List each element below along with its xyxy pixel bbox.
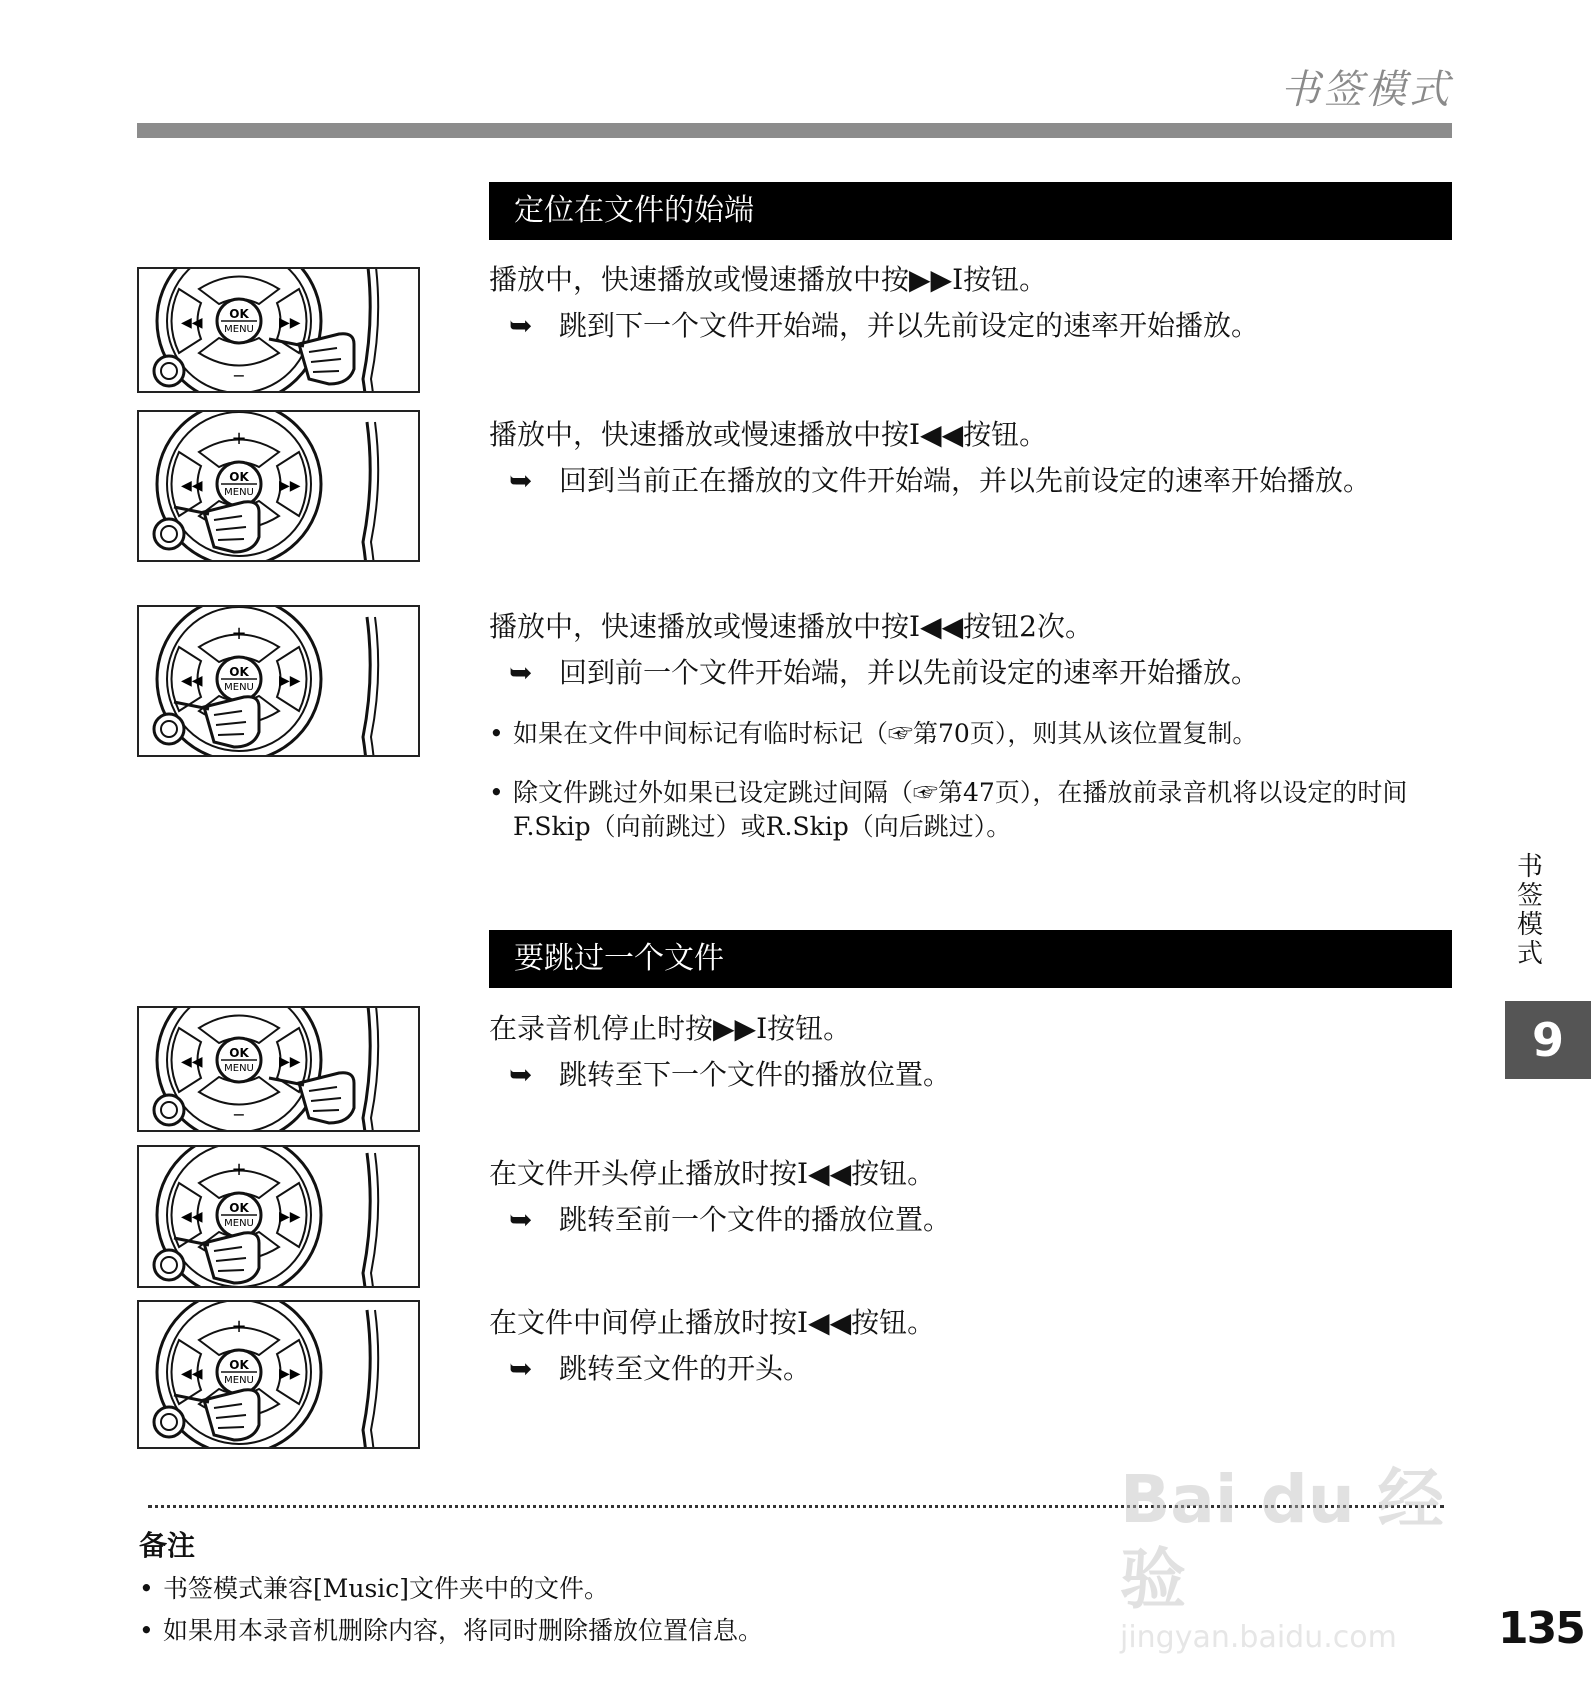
section-heading-skip-file: 要跳过一个文件 — [489, 930, 1452, 988]
device-illustration-prev — [137, 410, 420, 562]
minus-label: − — [232, 366, 246, 385]
step-3-instruction: 播放中，快速播放或慢速播放中按I◀◀按钮2次。 — [489, 610, 1093, 643]
skip-step-3-result: ➥ 跳转至文件的开头。 — [509, 1347, 1452, 1391]
menu-label: MENU — [224, 1063, 254, 1074]
result-arrow-icon: ➥ — [509, 464, 533, 497]
skip-step-2-result: ➥ 跳转至前一个文件的播放位置。 — [509, 1198, 1452, 1242]
plus-label: + — [231, 1159, 247, 1180]
chapter-number-tab: 9 — [1505, 1001, 1591, 1079]
step-2-result: ➥ 回到当前正在播放的文件开始端，并以先前设定的速率开始播放。 — [509, 459, 1452, 503]
device-illustration-skip-start — [137, 1300, 420, 1449]
result-arrow-icon: ➥ — [509, 656, 533, 689]
bullet-skip-space: • 除文件跳过外如果已设定跳过间隔（☞第47页），在播放前录音机将以设定的时间F.Skip（向前跳过）或R.Skip（向后跳过）。 — [489, 778, 1408, 841]
menu-label: MENU — [224, 324, 254, 335]
step-2-instruction: 播放中，快速播放或慢速播放中按I◀◀按钮。 — [489, 418, 1048, 451]
ok-label: OK — [229, 307, 249, 321]
step-3-result: ➥ 回到前一个文件开始端，并以先前设定的速率开始播放。 — [509, 651, 1452, 695]
ok-label: OK — [229, 470, 249, 484]
ok-label: OK — [229, 1046, 249, 1060]
minus-label: − — [232, 1105, 246, 1124]
result-arrow-icon: ➥ — [509, 1203, 533, 1236]
ok-label: OK — [229, 665, 249, 679]
menu-label: MENU — [224, 1218, 254, 1229]
plus-label: + — [231, 1316, 247, 1337]
plus-label: + — [231, 623, 247, 644]
result-arrow-icon: ➥ — [509, 1352, 533, 1385]
device-illustration-skip-prev — [137, 1145, 420, 1288]
device-illustration-skip-next — [137, 1006, 420, 1132]
note-heading: 备注 — [139, 1529, 196, 1562]
section-heading-locate-start: 定位在文件的始端 — [489, 182, 1452, 240]
header-rule — [137, 123, 1452, 138]
skip-step-3-instruction: 在文件中间停止播放时按I◀◀按钮。 — [489, 1306, 936, 1339]
menu-label: MENU — [224, 682, 254, 693]
step-1-result: ➥ 跳到下一个文件开始端，并以先前设定的速率开始播放。 — [509, 304, 1452, 348]
page-number: 135 — [1498, 1603, 1584, 1654]
skip-step-2-instruction: 在文件开头停止播放时按I◀◀按钮。 — [489, 1157, 936, 1190]
running-header-title: 书签模式 — [1280, 67, 1452, 113]
bullet-temp-mark: • 如果在文件中间标记有临时标记（☞第70页），则其从该位置复制。 — [489, 719, 1258, 748]
note-item: • 书签模式兼容[Music]文件夹中的文件。 — [139, 1574, 610, 1603]
ok-label: OK — [229, 1358, 249, 1372]
result-arrow-icon: ➥ — [509, 1058, 533, 1091]
device-illustration-prev-twice — [137, 605, 420, 757]
result-arrow-icon: ➥ — [509, 309, 533, 342]
side-tab-label: 书 签 模 式 — [1516, 852, 1543, 969]
plus-label: + — [231, 428, 247, 449]
device-illustration-next — [137, 267, 420, 393]
menu-label: MENU — [224, 1375, 254, 1386]
skip-step-1-result: ➥ 跳转至下一个文件的播放位置。 — [509, 1053, 1452, 1097]
skip-step-1-instruction: 在录音机停止时按▶▶I按钮。 — [489, 1012, 852, 1045]
baidu-watermark: Bai du 经验 jingyan.baidu.com — [1120, 1461, 1444, 1655]
menu-label: MENU — [224, 487, 254, 498]
ok-label: OK — [229, 1201, 249, 1215]
step-1-instruction: 播放中，快速播放或慢速播放中按▶▶I按钮。 — [489, 263, 1048, 296]
note-item: • 如果用本录音机删除内容，将同时删除播放位置信息。 — [139, 1616, 764, 1645]
